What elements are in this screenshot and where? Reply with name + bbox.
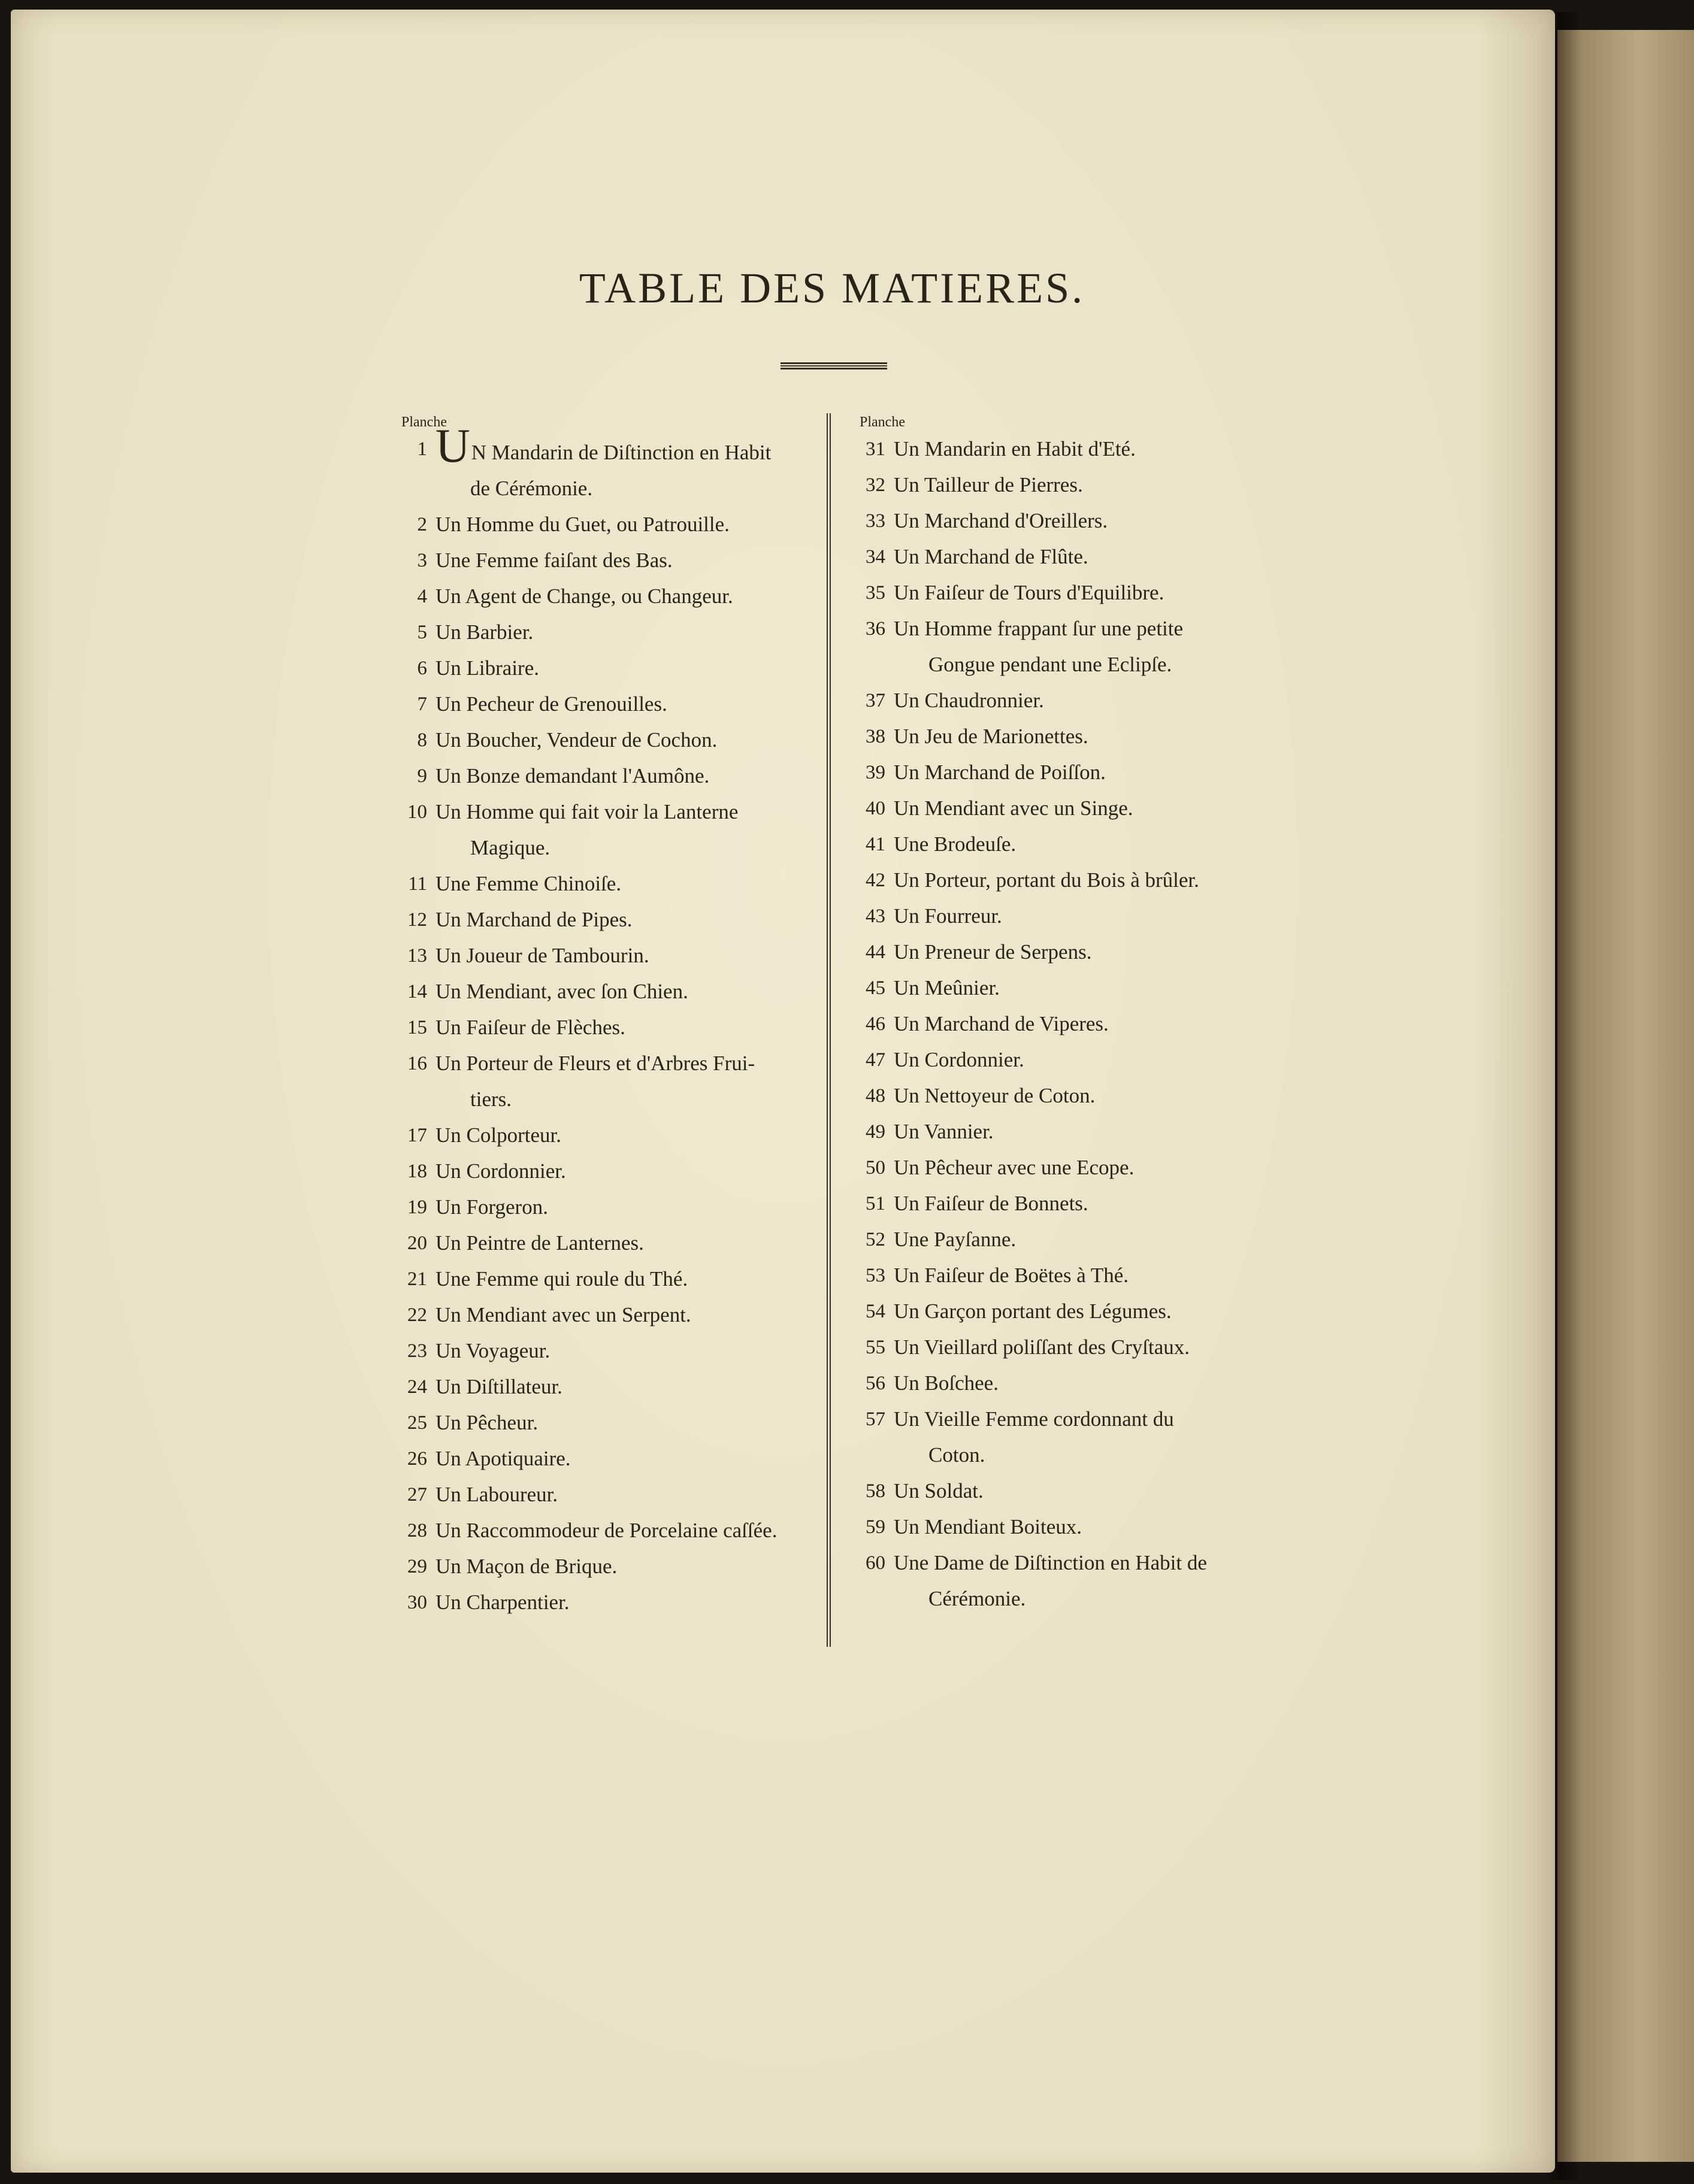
toc-entry	[398, 1477, 806, 1513]
entry-title	[894, 683, 1276, 719]
entry-title	[894, 1042, 1276, 1078]
toc-entry	[398, 1117, 806, 1153]
entry-title	[894, 503, 1276, 539]
toc-entry	[398, 1153, 806, 1189]
toc-entry	[857, 1401, 1276, 1473]
planche-number: 6	[417, 658, 427, 679]
planche-number: 53	[866, 1265, 885, 1286]
toc-entry	[857, 826, 1276, 862]
planche-number: 50	[866, 1157, 885, 1179]
entry-title-line: Une Brodeuſe.	[894, 832, 1017, 856]
entry-title	[435, 686, 806, 722]
entry-title-line: Un Mendiant avec un Singe.	[894, 796, 1133, 820]
entry-title	[894, 1006, 1276, 1042]
entry-title-line: Un Marchand de Poiſſon.	[894, 761, 1106, 784]
column-divider	[827, 413, 831, 1647]
toc-entry	[398, 974, 806, 1010]
entry-title	[894, 826, 1276, 862]
entry-title-line: Un Charpentier.	[435, 1591, 570, 1614]
entry-title-line: Un Tailleur de Pierres.	[894, 473, 1083, 496]
entry-title-line: Un Mendiant Boiteux.	[894, 1515, 1082, 1538]
planche-number: 14	[407, 981, 427, 1002]
entry-title	[435, 1477, 806, 1513]
entry-title-line: Une Payſanne.	[894, 1228, 1017, 1251]
entry-title-line: Un Mendiant avec un Serpent.	[435, 1303, 691, 1326]
entry-title-line: Un Vieillard poliſſant des Cryſtaux.	[894, 1335, 1190, 1359]
entry-title	[435, 1549, 806, 1585]
planche-number: 24	[407, 1376, 427, 1398]
entry-title-line: Un Marchand de Viperes.	[894, 1012, 1109, 1035]
entry-title	[894, 1150, 1276, 1186]
toc-entry	[398, 1189, 806, 1225]
planche-number: 1	[417, 438, 427, 460]
entry-title	[894, 862, 1276, 898]
entry-title	[894, 1401, 1276, 1473]
toc-entry	[398, 1046, 806, 1117]
entry-title-line: Un Boucher, Vendeur de Cochon.	[435, 728, 718, 752]
entry-title-line: Un Mandarin en Habit d'Eté.	[894, 437, 1136, 461]
planche-number: 28	[407, 1520, 427, 1541]
planche-number: 13	[407, 945, 427, 967]
toc-entry	[857, 1258, 1276, 1294]
planche-number: 23	[407, 1340, 427, 1362]
entry-title-line: Un Raccommodeur de Porcelaine caſſée.	[435, 1519, 778, 1542]
entry-title-line: Un Maçon de Brique.	[435, 1555, 618, 1578]
planche-number: 60	[866, 1552, 885, 1574]
planche-number: 58	[866, 1480, 885, 1502]
entry-title	[894, 1078, 1276, 1114]
entry-title	[435, 420, 806, 507]
planche-number: 8	[417, 729, 427, 751]
planche-number: 52	[866, 1229, 885, 1250]
entry-title-line: Une Femme Chinoiſe.	[435, 872, 622, 895]
entry-title-line: Un Vieille Femme cordonnant du	[894, 1407, 1174, 1431]
planche-number: 56	[866, 1373, 885, 1394]
entry-title	[435, 1153, 806, 1189]
toc-entry	[398, 1261, 806, 1297]
entry-title	[894, 719, 1276, 755]
entry-title-line: Un Agent de Change, ou Changeur.	[435, 584, 733, 608]
toc-entry	[398, 543, 806, 578]
entry-title	[894, 1365, 1276, 1401]
toc-entry	[857, 1509, 1276, 1545]
toc-entry	[857, 790, 1276, 826]
planche-number: 7	[417, 693, 427, 715]
toc-entry	[398, 1513, 806, 1549]
toc-entry	[857, 1294, 1276, 1329]
toc-entry	[857, 1150, 1276, 1186]
toc-entry	[857, 683, 1276, 719]
toc-entry	[857, 1545, 1276, 1617]
planche-number: 39	[866, 762, 885, 783]
entry-title	[894, 934, 1276, 970]
entry-title-line: Un Faiſeur de Flèches.	[435, 1016, 625, 1039]
entry-title	[894, 431, 1276, 467]
entry-title	[435, 1297, 806, 1333]
entry-title-line: Un Homme qui fait voir la Lanterne	[435, 800, 739, 823]
entry-title-line: Un Cordonnier.	[435, 1159, 566, 1183]
planche-number: 47	[866, 1049, 885, 1071]
planche-number: 11	[408, 873, 427, 895]
entry-title	[435, 1261, 806, 1297]
planche-number: 20	[407, 1232, 427, 1254]
entry-title-line: Une Femme qui roule du Thé.	[435, 1267, 688, 1291]
entry-title	[894, 1114, 1276, 1150]
planche-number: 3	[417, 550, 427, 571]
toc-entry	[398, 722, 806, 758]
toc-entry	[857, 898, 1276, 934]
entry-title	[435, 794, 806, 866]
toc-entry	[398, 1585, 806, 1620]
toc-entry	[857, 1222, 1276, 1258]
entry-title	[894, 970, 1276, 1006]
toc-entry	[857, 1186, 1276, 1222]
entry-title-line: Un Faiſeur de Tours d'Equilibre.	[894, 581, 1164, 604]
entry-title-line: Un Colporteur.	[435, 1123, 561, 1147]
planche-number: 46	[866, 1013, 885, 1035]
entry-title-line: Un Pêcheur avec une Ecope.	[894, 1156, 1135, 1179]
planche-number: 40	[866, 798, 885, 819]
planche-number: 42	[866, 870, 885, 891]
entry-title-line: Un Porteur de Fleurs et d'Arbres Frui-	[435, 1052, 755, 1075]
entry-title	[894, 898, 1276, 934]
entry-title-line: Un Homme frappant ſur une petite	[894, 617, 1184, 640]
entry-title-line: Un Nettoyeur de Coton.	[894, 1084, 1096, 1107]
entry-title	[435, 1513, 806, 1549]
entry-title	[894, 467, 1276, 503]
entry-title	[435, 1441, 806, 1477]
entry-title-continuation: tiers.	[470, 1088, 512, 1111]
planche-number: 44	[866, 941, 885, 963]
entry-title-line: Un Peintre de Lanternes.	[435, 1231, 644, 1255]
entry-title	[435, 1117, 806, 1153]
toc-entry	[398, 614, 806, 650]
entry-title	[894, 1294, 1276, 1329]
entry-title-line: Un Porteur, portant du Bois à brûler.	[894, 868, 1199, 892]
toc-entry	[398, 1010, 806, 1046]
facing-page-edge	[1557, 30, 1694, 2162]
planche-number: 35	[866, 582, 885, 604]
entry-title	[435, 974, 806, 1010]
entry-title	[894, 1329, 1276, 1365]
toc-entry	[857, 1329, 1276, 1365]
page-title: TABLE DES MATIERES.	[579, 264, 1085, 312]
toc-entry	[398, 1333, 806, 1369]
entry-title	[894, 790, 1276, 826]
planche-number: 9	[417, 765, 427, 787]
entry-title	[435, 938, 806, 974]
toc-entry	[857, 862, 1276, 898]
entry-title-line: Une Dame de Diſtinction en Habit de	[894, 1551, 1207, 1574]
entry-title	[435, 1369, 806, 1405]
toc-entry	[398, 686, 806, 722]
entry-title-line: Un Cordonnier.	[894, 1048, 1024, 1071]
entry-title	[435, 1333, 806, 1369]
entry-title-line: Un Preneur de Serpens.	[894, 940, 1092, 964]
entry-title	[435, 650, 806, 686]
toc-entry	[857, 934, 1276, 970]
entry-title-line: Un Marchand d'Oreillers.	[894, 509, 1108, 532]
toc-entry	[398, 938, 806, 974]
planche-number: 12	[407, 909, 427, 931]
entry-title-line: Un Diſtillateur.	[435, 1375, 562, 1398]
entry-title	[435, 722, 806, 758]
planche-number: 25	[407, 1412, 427, 1434]
toc-entry	[857, 755, 1276, 790]
entry-title-line: Un Libraire.	[435, 656, 539, 680]
toc-entry	[398, 866, 806, 902]
planche-number: 41	[866, 834, 885, 855]
planche-number: 59	[866, 1516, 885, 1538]
entry-title-continuation: Magique.	[470, 836, 550, 859]
entry-title	[435, 1225, 806, 1261]
entry-title	[894, 1222, 1276, 1258]
toc-entry	[398, 1441, 806, 1477]
planche-number: 16	[407, 1053, 427, 1074]
planche-number: 4	[417, 586, 427, 607]
toc-entry	[398, 578, 806, 614]
toc-entry	[857, 970, 1276, 1006]
planche-number: 2	[417, 514, 427, 535]
entry-title-line: Un Mendiant, avec ſon Chien.	[435, 980, 688, 1003]
planche-number: 15	[407, 1017, 427, 1038]
toc-entry	[857, 611, 1276, 683]
entry-title-line: Un Apotiquaire.	[435, 1447, 571, 1470]
entry-title-line: Un Barbier.	[435, 620, 534, 644]
entry-title-line: Un Joueur de Tambourin.	[435, 944, 649, 967]
planche-number: 21	[407, 1268, 427, 1290]
entry-title-line: Un Marchand de Flûte.	[894, 545, 1088, 568]
title-double-rule	[781, 362, 887, 371]
entry-title-continuation: Gongue pendant une Eclipſe.	[928, 653, 1172, 676]
planche-header: Planche	[401, 414, 447, 430]
toc-entry	[857, 1365, 1276, 1401]
entry-title-line: Un Pêcheur.	[435, 1411, 539, 1434]
planche-number: 57	[866, 1408, 885, 1430]
entry-title-line: Un Voyageur.	[435, 1339, 550, 1362]
entry-title	[894, 611, 1276, 683]
planche-number: 10	[407, 801, 427, 823]
entry-title-line: Un Soldat.	[894, 1479, 984, 1503]
entry-title-line: Un Vannier.	[894, 1120, 994, 1143]
entry-title-line: Un Chaudronnier.	[894, 689, 1044, 712]
entry-title-line: Un Boſchee.	[894, 1371, 999, 1395]
toc-entry	[398, 507, 806, 543]
planche-number: 38	[866, 726, 885, 747]
entry-title	[435, 1585, 806, 1620]
entry-title	[894, 1258, 1276, 1294]
toc-entry	[857, 1473, 1276, 1509]
entry-title	[435, 1405, 806, 1441]
planche-number: 29	[407, 1556, 427, 1577]
entry-title-line: Un Faiſeur de Bonnets.	[894, 1192, 1088, 1215]
entry-title-line: Un Jeu de Marionettes.	[894, 725, 1088, 748]
planche-number: 27	[407, 1484, 427, 1506]
entry-title	[435, 1046, 806, 1117]
planche-number: 54	[866, 1301, 885, 1322]
toc-entry	[398, 1225, 806, 1261]
entry-title-line: Une Femme faiſant des Bas.	[435, 549, 673, 572]
planche-number: 17	[407, 1125, 427, 1146]
planche-number: 32	[866, 474, 885, 496]
entry-title-line: Un Fourreur.	[894, 904, 1002, 928]
toc-entry	[398, 902, 806, 938]
entry-title-continuation: Coton.	[928, 1443, 985, 1467]
planche-number: 30	[407, 1592, 427, 1613]
entry-title	[894, 539, 1276, 575]
planche-number: 34	[866, 546, 885, 568]
toc-entry	[857, 467, 1276, 503]
entry-title	[894, 1473, 1276, 1509]
entry-title	[435, 758, 806, 794]
entry-title-continuation: de Cérémonie.	[470, 477, 593, 500]
toc-entry	[398, 650, 806, 686]
planche-number: 45	[866, 977, 885, 999]
entry-title-line: N Mandarin de Diſtinction en Habit	[471, 441, 772, 464]
entry-title-line: Un Bonze demandant l'Aumône.	[435, 764, 710, 787]
toc-entry	[857, 1078, 1276, 1114]
toc-entry	[857, 575, 1276, 611]
planche-number: 5	[417, 622, 427, 643]
toc-entry	[857, 1006, 1276, 1042]
planche-number: 43	[866, 905, 885, 927]
planche-number: 33	[866, 510, 885, 532]
toc-entry	[857, 539, 1276, 575]
toc-entry	[398, 1549, 806, 1585]
entry-title-line: Un Faiſeur de Boëtes à Thé.	[894, 1264, 1129, 1287]
planche-number: 48	[866, 1085, 885, 1107]
entry-title	[894, 1509, 1276, 1545]
toc-entry	[398, 1297, 806, 1333]
planche-number: 55	[866, 1337, 885, 1358]
toc-right-column	[857, 413, 1276, 1617]
toc-entry	[857, 1042, 1276, 1078]
entry-title	[435, 578, 806, 614]
entry-title-line: Un Laboureur.	[435, 1483, 558, 1506]
planche-number: 22	[407, 1304, 427, 1326]
entry-title	[894, 575, 1276, 611]
entry-title	[435, 614, 806, 650]
toc-left-column	[398, 413, 806, 1620]
toc-entry	[857, 431, 1276, 467]
entry-title	[435, 902, 806, 938]
entry-title	[894, 755, 1276, 790]
planche-number: 36	[866, 618, 885, 640]
planche-number: 18	[407, 1161, 427, 1182]
toc-entry	[857, 1114, 1276, 1150]
entry-title-line: Un Forgeron.	[435, 1195, 548, 1219]
entry-title-continuation: Cérémonie.	[928, 1587, 1026, 1610]
toc-entry	[398, 758, 806, 794]
entry-title-line: Un Garçon portant des Légumes.	[894, 1300, 1172, 1323]
planche-number: 51	[866, 1193, 885, 1214]
entry-title-line: Un Marchand de Pipes.	[435, 908, 633, 931]
planche-number: 49	[866, 1121, 885, 1143]
entry-title	[894, 1186, 1276, 1222]
entry-title	[894, 1545, 1276, 1617]
planche-number: 37	[866, 690, 885, 711]
entry-title	[435, 507, 806, 543]
toc-entry	[398, 1369, 806, 1405]
entry-title-line: Un Homme du Guet, ou Patrouille.	[435, 513, 730, 536]
drop-cap: U	[435, 420, 470, 472]
toc-entry	[857, 503, 1276, 539]
entry-title-line: Un Meûnier.	[894, 976, 1000, 999]
entry-title	[435, 1189, 806, 1225]
planche-number: 19	[407, 1196, 427, 1218]
entry-title	[435, 543, 806, 578]
planche-number: 26	[407, 1448, 427, 1470]
toc-entry	[398, 1405, 806, 1441]
planche-number: 31	[866, 438, 885, 460]
planche-header: Planche	[860, 414, 905, 430]
entry-title-line: Un Pecheur de Grenouilles.	[435, 692, 667, 716]
toc-entry	[857, 719, 1276, 755]
entry-title	[435, 866, 806, 902]
toc-entry	[398, 794, 806, 866]
entry-title	[435, 1010, 806, 1046]
